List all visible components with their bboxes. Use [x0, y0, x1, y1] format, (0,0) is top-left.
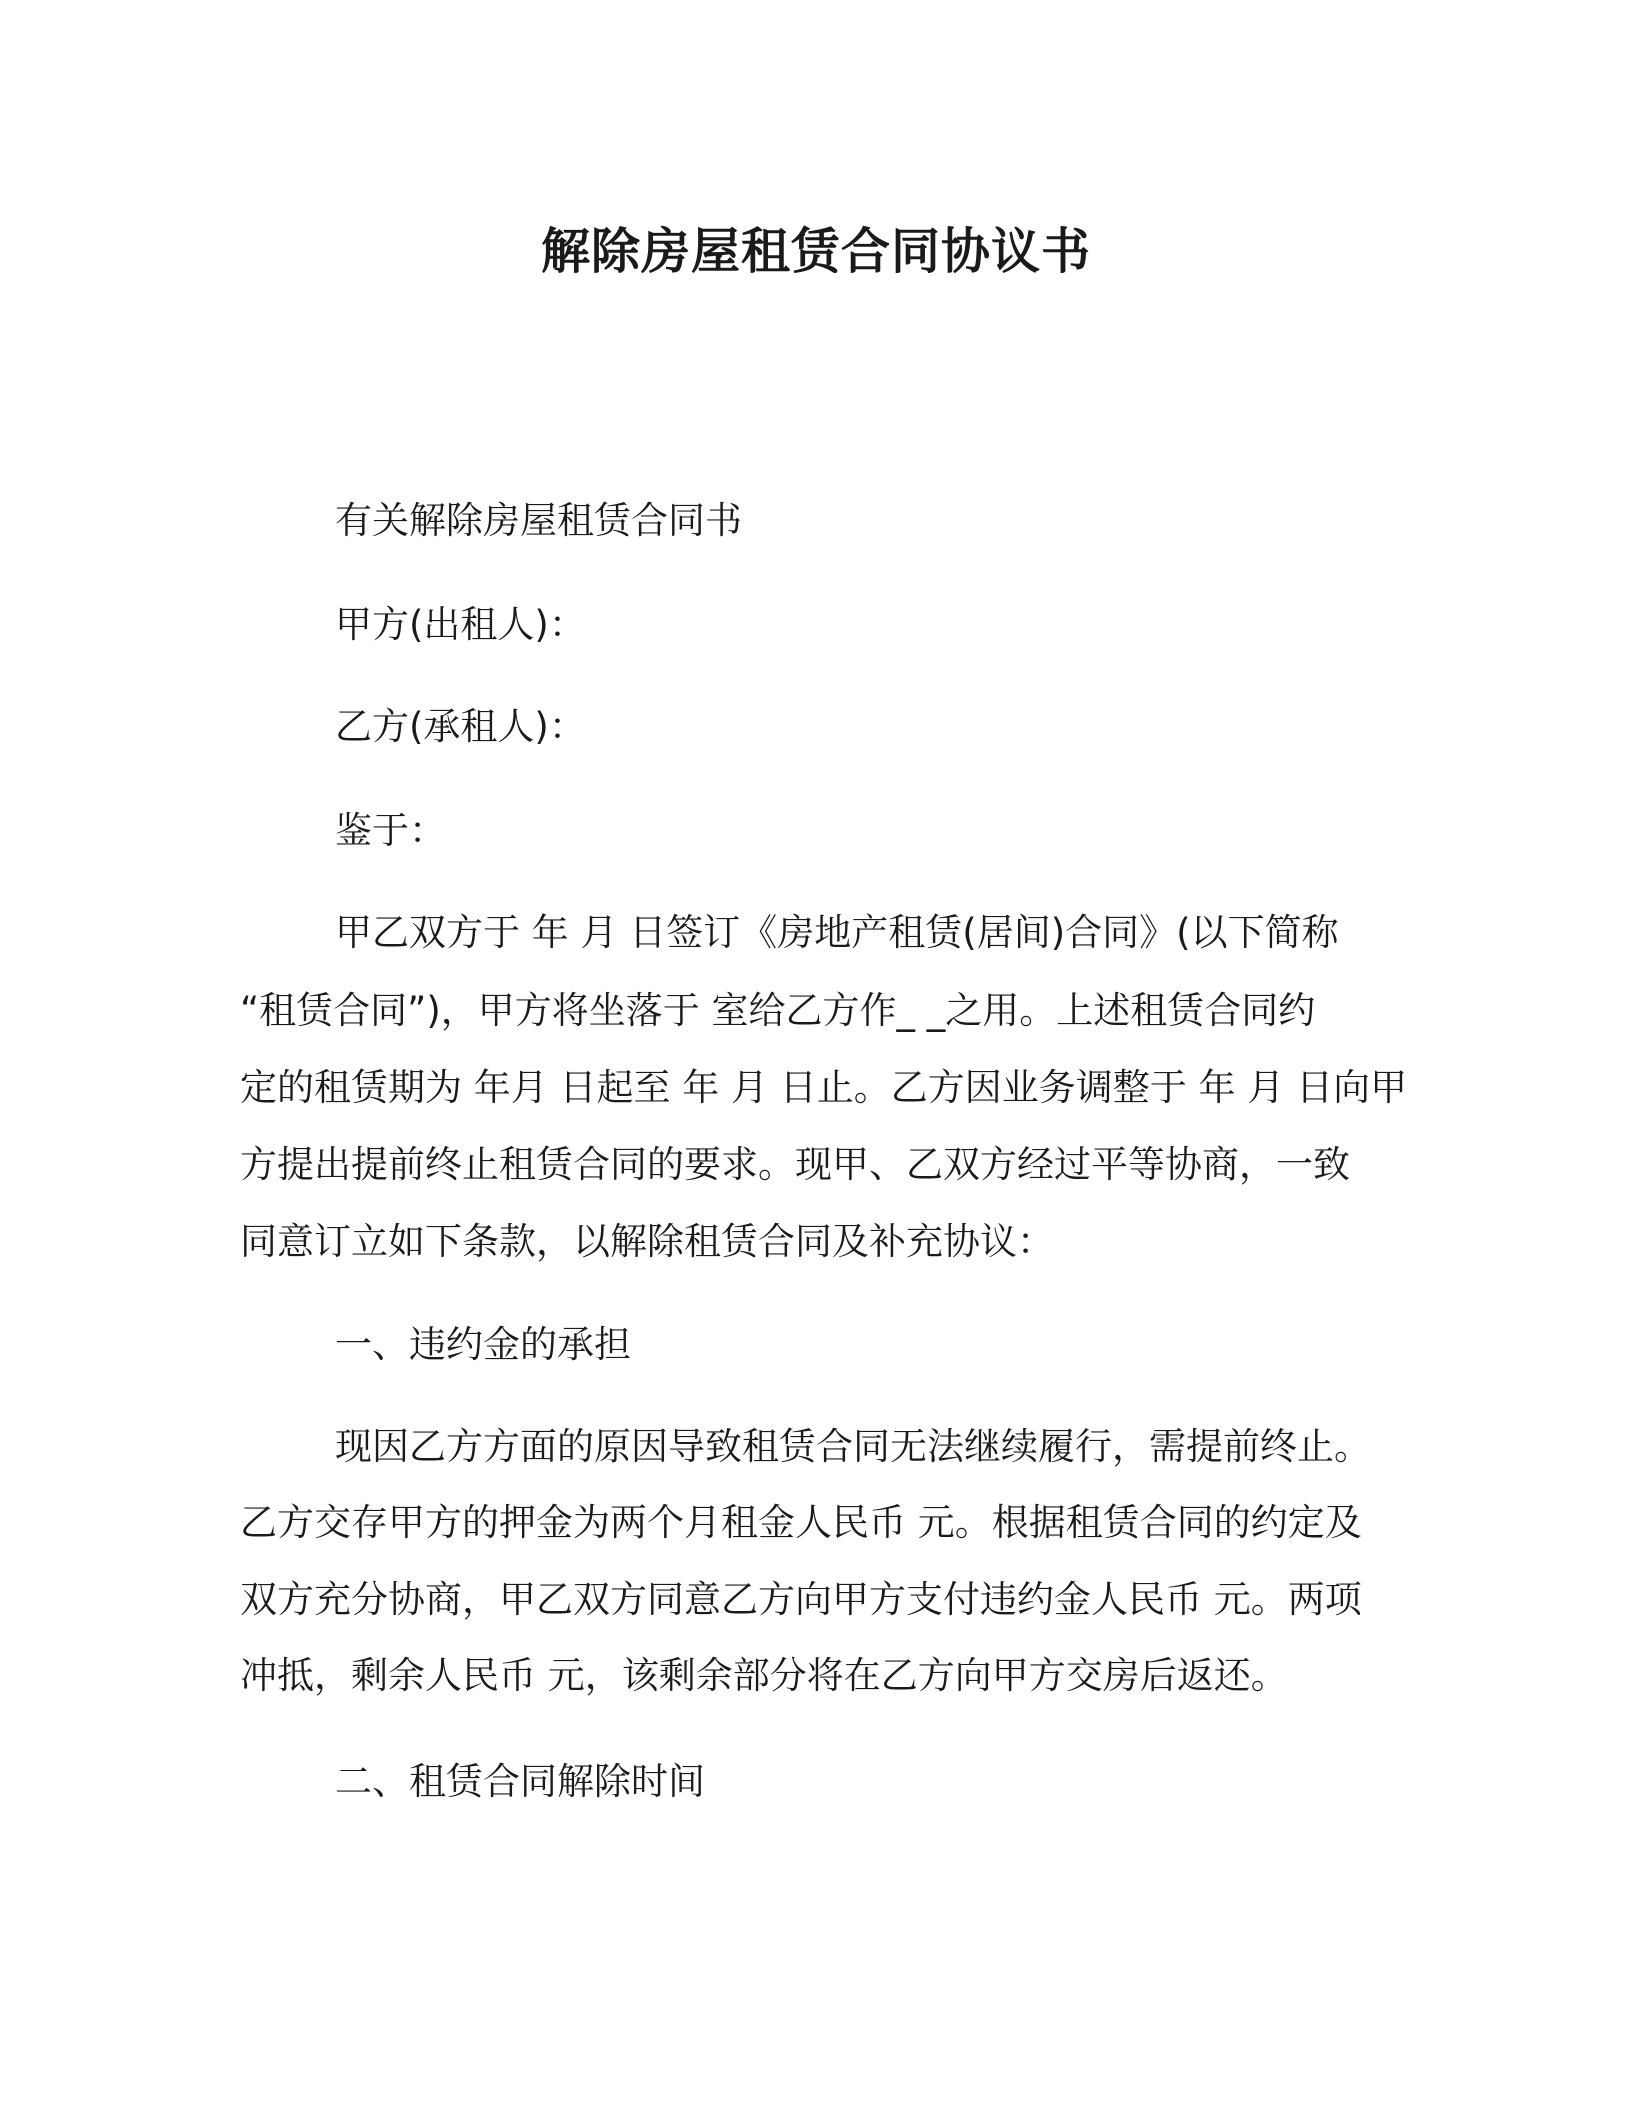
party-a-line: 甲方(出租人)： — [335, 603, 586, 646]
whereas-line: 鉴于： — [335, 809, 446, 852]
paragraph-1-line: 同意订立如下条款，以解除租赁合同及补充协议： — [240, 1220, 1054, 1263]
paragraph-1-line: 定的租赁期为 年月 日起至 年 月 日止。乙方因业务调整于 年 月 日向甲 — [240, 1066, 1408, 1109]
document-heading: 有关解除房屋租赁合同书 — [335, 499, 742, 542]
document-title: 解除房屋租赁合同协议书 — [540, 223, 1091, 280]
paragraph-1-line: 方提出提前终止租赁合同的要求。现甲、乙双方经过平等协商，一致 — [240, 1143, 1350, 1186]
paragraph-2-line: 冲抵，剩余人民币 元，该剩余部分将在乙方向甲方交房后返还。 — [240, 1654, 1288, 1697]
paragraph-1-line: 甲乙双方于 年 月 日签订《房地产租赁(居间)合同》(以下简称 — [335, 911, 1339, 954]
paragraph-2-line: 双方充分协商，甲乙双方同意乙方向甲方支付违约金人民币 元。两项 — [240, 1578, 1362, 1621]
party-b-line: 乙方(承租人)： — [335, 705, 586, 748]
paragraph-2-line: 现因乙方方面的原因导致租赁合同无法继续履行，需提前终止。 — [335, 1425, 1371, 1468]
section-2-title: 二、租赁合同解除时间 — [335, 1760, 705, 1803]
section-1-title: 一、违约金的承担 — [335, 1323, 631, 1366]
paragraph-1-line: “租赁合同”)，甲方将坐落于 室给乙方作_ _之用。上述租赁合同约 — [240, 989, 1316, 1032]
paragraph-2-line: 乙方交存甲方的押金为两个月租金人民币 元。根据租赁合同的约定及 — [240, 1501, 1362, 1544]
